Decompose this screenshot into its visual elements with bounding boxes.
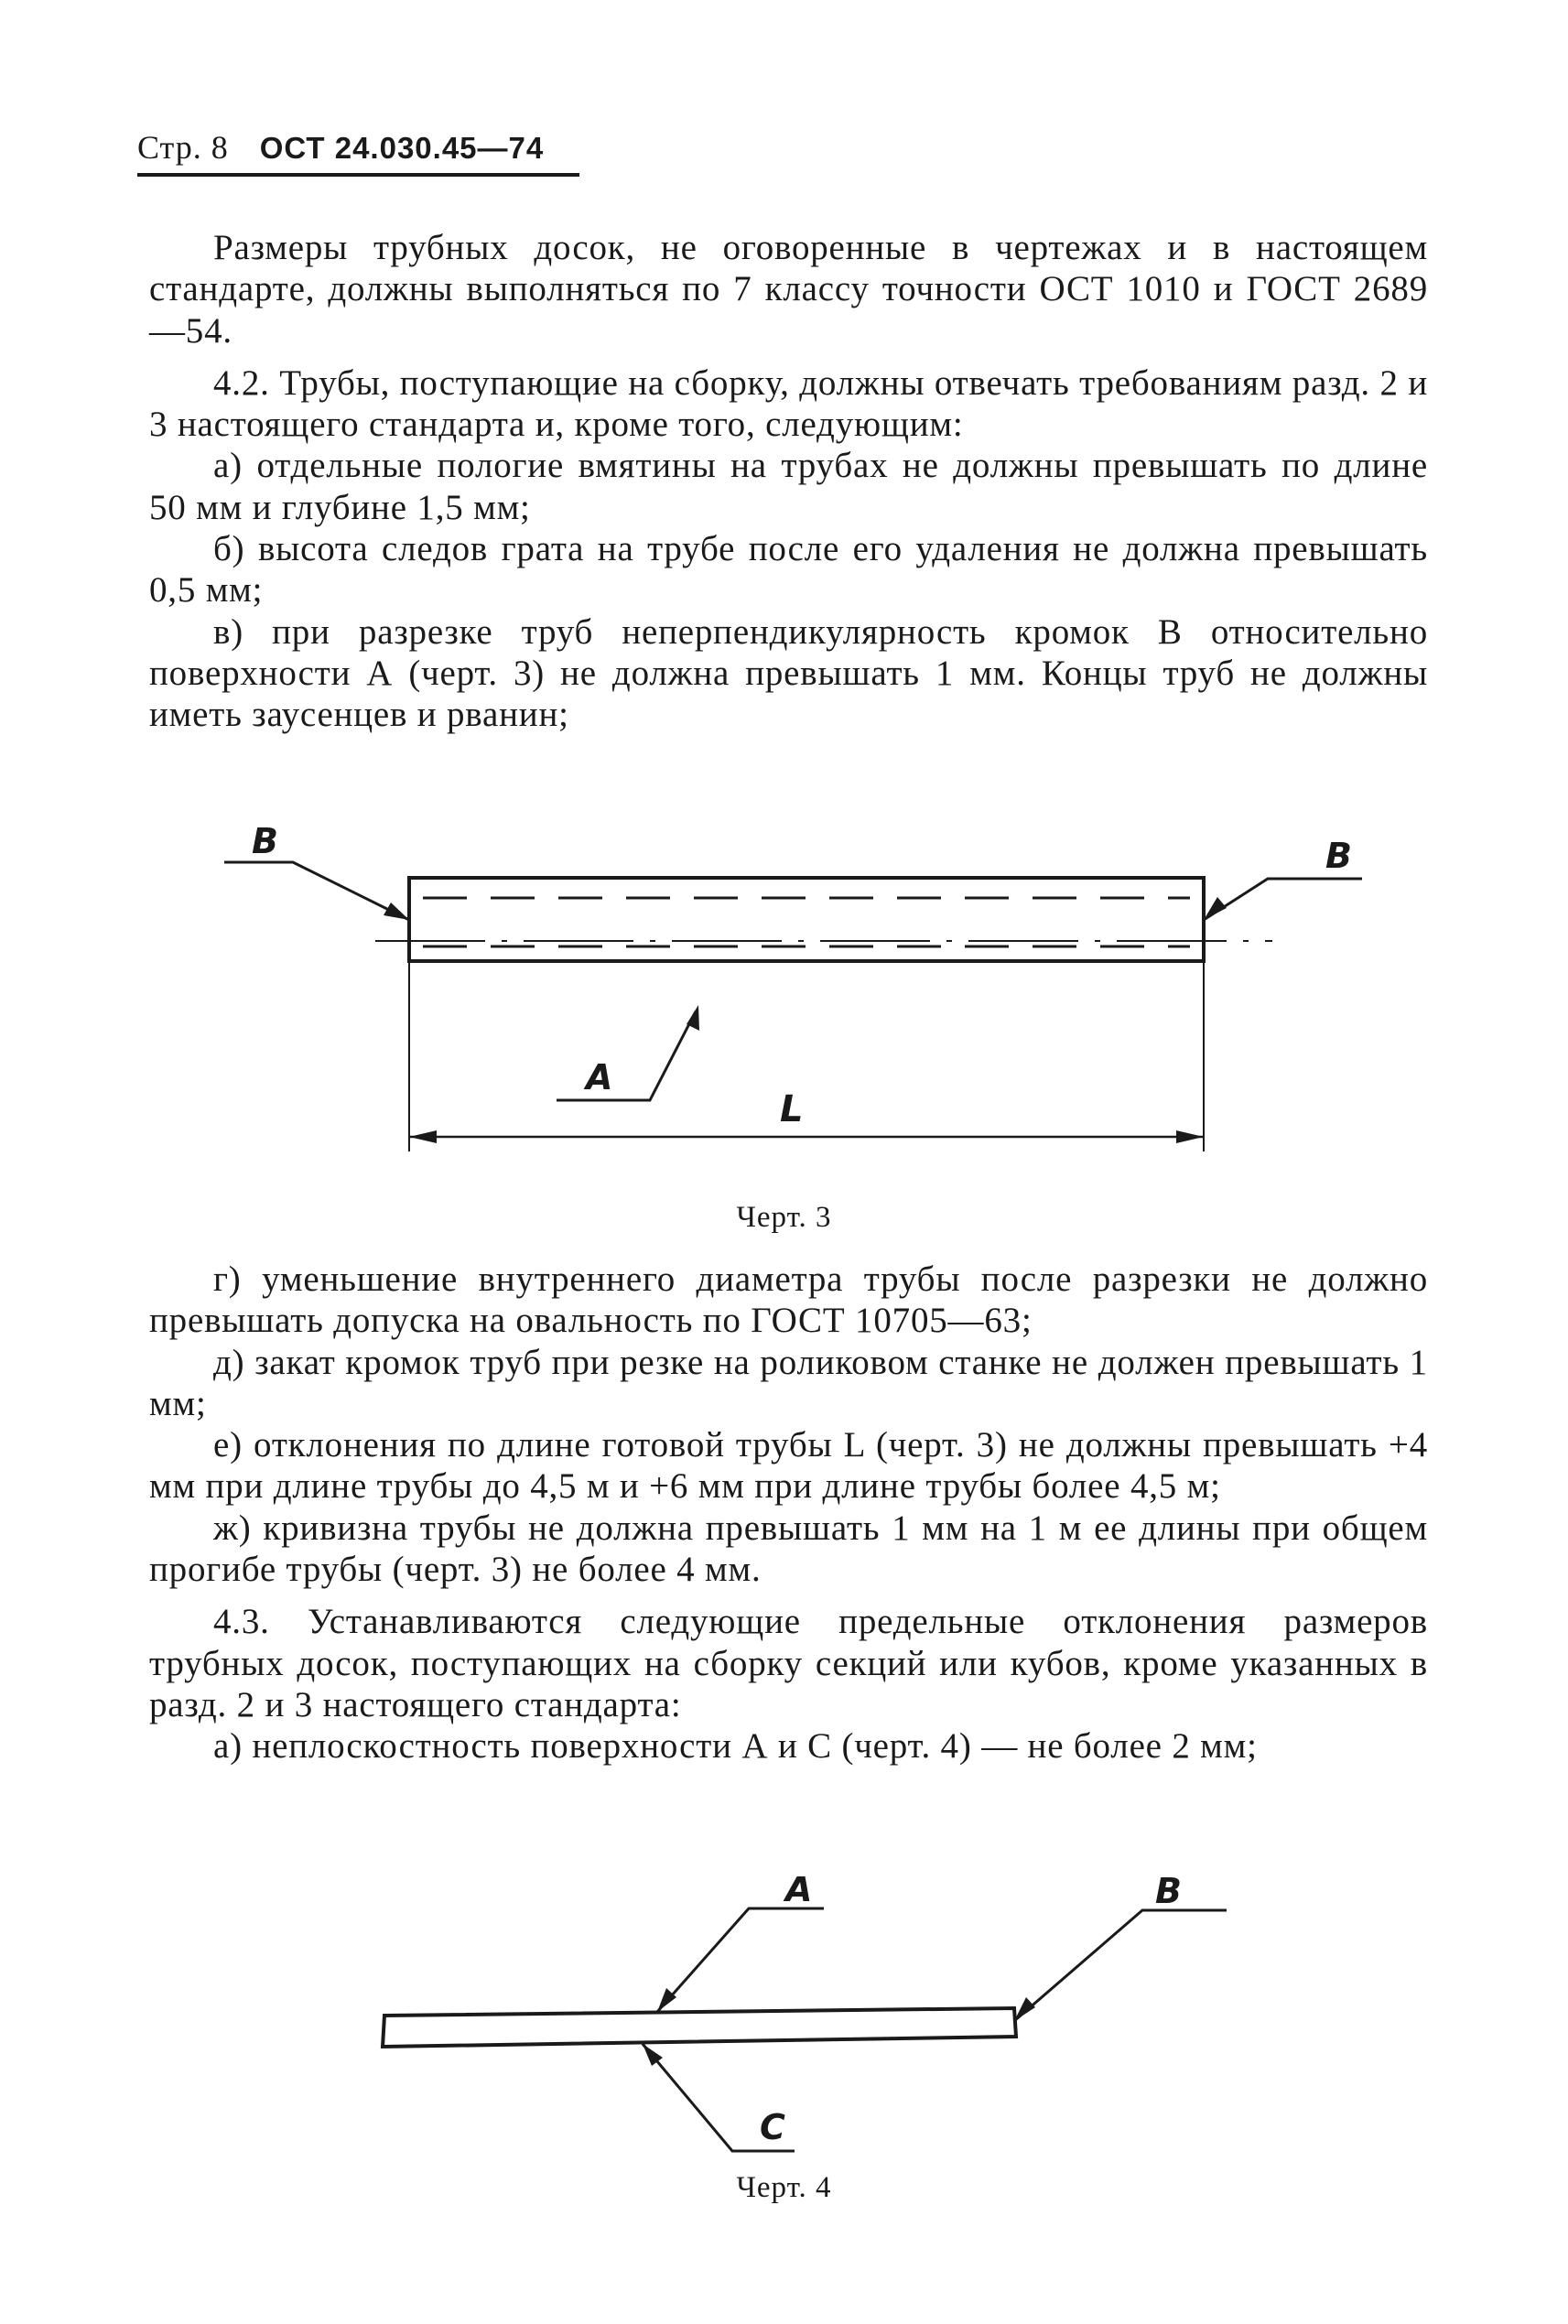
paragraph-4-3: 4.3. Устанавливаются следующие предельные отклонения размеров трубных досок, поступающих на сборку секций или кубов, кроме указанных в разд. 2 и 3 настоящего стандарта: bbox=[149, 1602, 1428, 1724]
leader-b-right bbox=[1204, 879, 1362, 920]
figure-4-drawing bbox=[0, 1876, 1568, 2169]
leader-a bbox=[557, 1011, 696, 1100]
label-c-fig4: C bbox=[760, 2107, 785, 2147]
header-rule bbox=[137, 173, 579, 177]
label-b-fig4: B bbox=[1155, 1876, 1182, 1911]
list-item-v: в) при разрезке труб неперпендикулярность кромок В относительно поверхности А (черт. 3) не должна превышать 1 мм. Концы труб не должны иметь заусенцев и рванин; bbox=[149, 611, 1428, 735]
standard-code: ОСТ 24.030.45—74 bbox=[259, 131, 545, 165]
arrow-b-left bbox=[384, 903, 409, 920]
paragraph-intro: Размеры трубных досок, не оговоренные в чертежах и в настоящем стандарте, должны выполняться по 7 классу точности ОСТ 1010 и ГОСТ 2689—54. bbox=[149, 228, 1428, 351]
figure-3-drawing bbox=[0, 805, 1568, 1208]
leader-b-left bbox=[224, 862, 409, 920]
text-block-top bbox=[149, 227, 1428, 736]
list-item-g: г) уменьшение внутреннего диаметра трубы после разрезки не должно превышать допуска на овальность по ГОСТ 10705—63; bbox=[149, 1259, 1428, 1341]
paragraph-4-2: 4.2. Трубы, поступающие на сборку, должны отвечать требованиям разд. 2 и 3 настоящего стандарта и, кроме того, следующим: bbox=[149, 362, 1428, 445]
label-l: L bbox=[780, 1088, 804, 1130]
arrow-b-fig4 bbox=[1014, 1997, 1035, 2021]
arrow-l-right bbox=[1176, 1130, 1204, 1143]
label-a: A bbox=[586, 1057, 613, 1097]
text-block-bottom bbox=[149, 1259, 1428, 1767]
page-header bbox=[137, 128, 544, 167]
arrow-b-right bbox=[1204, 897, 1227, 920]
plate-outline bbox=[383, 2008, 1016, 2047]
list-item-zh: ж) кривизна трубы не должна превышать 1 мм на 1 м ее длины при общем прогибе трубы (черт. 3) не более 4 мм. bbox=[149, 1508, 1428, 1590]
page-number: Стр. 8 bbox=[137, 129, 229, 166]
list-item-b: б) высота следов грата на трубе после его удаления не должна превышать 0,5 мм; bbox=[149, 529, 1428, 611]
label-b-right: B bbox=[1325, 836, 1352, 876]
list-item-e: е) отклонения по длине готовой трубы L (черт. 3) не должны превышать +4 мм при длине трубы до 4,5 м и +6 мм при длине трубы более 4,5 м; bbox=[149, 1425, 1428, 1507]
figure-4-caption: Черт. 4 bbox=[736, 2171, 832, 2204]
arrow-l-left bbox=[409, 1130, 437, 1143]
figure-3-caption: Черт. 3 bbox=[736, 1201, 832, 1234]
label-b-left: B bbox=[252, 821, 278, 861]
tube-outline bbox=[409, 878, 1204, 961]
list-item-d: д) закат кромок труб при резке на роликовом станке не должен превышать 1 мм; bbox=[149, 1342, 1428, 1423]
leader-a-fig4 bbox=[657, 1908, 824, 2012]
label-a-fig4: A bbox=[785, 1876, 813, 1909]
list-item-a2: а) неплоскостность поверхности А и С (черт. 4) — не более 2 мм; bbox=[213, 1726, 1258, 1767]
leader-b-fig4 bbox=[1014, 1910, 1227, 2021]
list-item-a: а) отдельные пологие вмятины на трубах не должны превышать по длине 50 мм и глубине 1,5 мм; bbox=[149, 446, 1428, 527]
